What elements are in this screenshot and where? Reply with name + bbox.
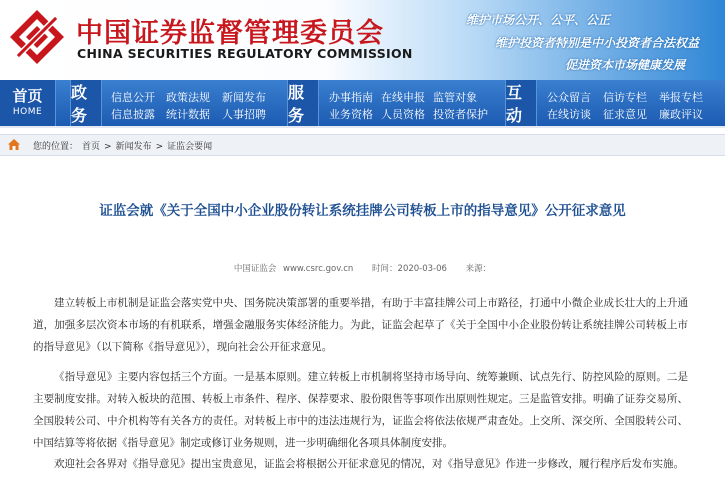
slogan-3: 促进资本市场健康发展: [565, 58, 686, 72]
nav-link-statistics[interactable]: 统计数据: [166, 108, 210, 121]
breadcrumb-headlines[interactable]: 证监会要闻: [167, 142, 213, 152]
slogan-2: 维护投资者特别是中小投资者合法权益: [495, 36, 700, 50]
nav-link-business-qualification[interactable]: 业务资格: [329, 108, 373, 121]
nav-link-petition[interactable]: 信访专栏: [603, 91, 647, 104]
org-name-en[interactable]: CHINA SECURITIES REGULATORY COMMISSION: [77, 46, 413, 61]
csrc-logo-icon[interactable]: [8, 8, 66, 66]
article-title: 证监会就《关于全国中小企业股份转让系统挂牌公司转板上市的指导意见》公开征求意见: [99, 203, 626, 219]
breadcrumb-separator: >: [155, 142, 164, 152]
nav-link-news-release[interactable]: 新闻发布: [222, 91, 266, 104]
nav-link-info-disclosure-public[interactable]: 信息公开: [111, 91, 155, 104]
nav-group-government: 政务: [70, 80, 102, 126]
breadcrumb-separator: >: [104, 142, 112, 152]
nav-group-service: 服务: [287, 80, 319, 126]
article-paragraph: 建立转板上市机制是证监会落实党中央、国务院决策部署的重要举措，有助于丰富挂牌公司上市路径，打通中小微企业成长壮大的上升通道，加强多层次资本市场的有机联系，增强金融服务实体经济能力。为此，证监会起草了《关于全国中小企业股份转让系统挂牌公司转板上市的指导意见》（以下简称《指导意见》），现向社会公开征求意见。: [33, 297, 688, 353]
slogan-1: 维护市场公开、公平、公正: [466, 13, 611, 27]
org-name-cn[interactable]: 中国证券监督管理委员会: [76, 18, 384, 49]
nav-link-solicit-opinions[interactable]: 征求意见: [603, 108, 647, 121]
nav-link-online-filing[interactable]: 在线申报: [381, 91, 425, 104]
breadcrumb-news[interactable]: 新闻发布: [115, 142, 152, 152]
meta-source: 中国证监会 www.csrc.gov.cn: [233, 264, 354, 274]
nav-link-recruitment[interactable]: 人事招聘: [222, 108, 266, 121]
nav-link-public-message[interactable]: 公众留言: [547, 91, 591, 104]
nav-link-online-interview[interactable]: 在线访谈: [547, 108, 591, 121]
nav-link-info-disclosure[interactable]: 信息披露: [111, 108, 155, 121]
nav-home-label-en: HOME: [12, 107, 43, 117]
nav-link-report[interactable]: 举报专栏: [659, 91, 703, 104]
nav-link-service-guide[interactable]: 办事指南: [329, 91, 373, 104]
nav-group-interaction: 互动: [505, 80, 537, 126]
breadcrumb-prefix: 您的位置：: [33, 142, 79, 152]
nav-home[interactable]: [0, 80, 56, 126]
article-meta: [0, 262, 725, 274]
main-nav: [0, 80, 725, 128]
breadcrumb-home[interactable]: 首页: [82, 142, 101, 152]
breadcrumb: [0, 134, 725, 156]
nav-link-integrity-review[interactable]: 廉政评议: [659, 108, 703, 121]
meta-origin-label: 来源：: [465, 264, 492, 274]
nav-link-regulated-entities[interactable]: 监管对象: [433, 91, 477, 104]
article-paragraph: 《指导意见》主要内容包括三个方面。一是基本原则。建立转板上市机制将坚持市场导向、统筹兼顾、试点先行、防控风险的原则。二是主要制度安排。对转入板块的范围、转板上市条件、程序、保荐要求、股份限售等事项作出原则性规定。三是监管安排。明确了证券交易所、全国股转公司、中介机构等有关各方的责任。对转板上市中的违法违规行为，证监会将依法依规严肃查处。上交所、深交所、全国股转公司、中国结算等将依据《指导意见》制定或修订业务规则，进一步明确细化各项具体制度安排。: [33, 371, 688, 449]
nav-link-investor-protection[interactable]: 投资者保护: [433, 108, 488, 121]
nav-link-policy-regulations[interactable]: 政策法规: [166, 91, 210, 104]
nav-home-label: 首页: [12, 87, 43, 105]
nav-link-personnel-qualification[interactable]: 人员资格: [381, 108, 425, 121]
home-icon[interactable]: [7, 138, 21, 151]
article-paragraph: 欢迎社会各界对《指导意见》提出宝贵意见，证监会将根据公开征求意见的情况，对《指导意见》作进一步修改，履行程序后发布实施。: [54, 458, 684, 470]
meta-time: 时间：2020-03-06: [372, 264, 447, 274]
site-header: [0, 0, 725, 80]
